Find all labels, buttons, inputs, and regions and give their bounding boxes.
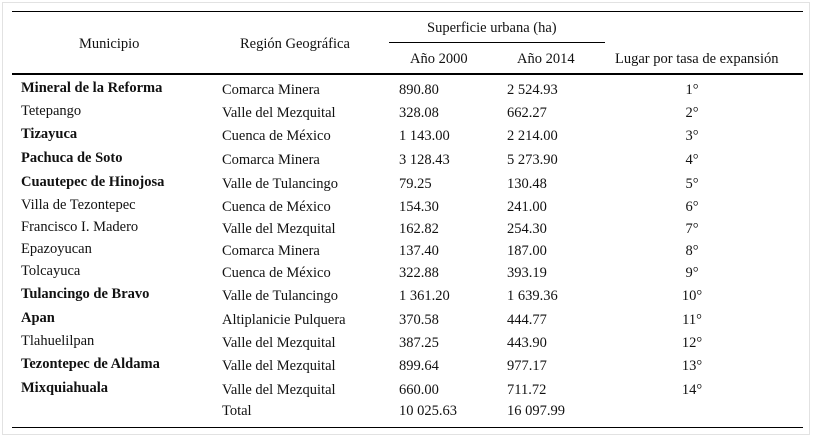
cell-lugar: 1°	[685, 82, 699, 98]
cell-lugar: 6°	[685, 199, 699, 215]
cell-region: Valle del Mezquital	[222, 382, 336, 398]
cell-region: Cuenca de México	[222, 128, 331, 144]
cell-lugar: 3°	[685, 128, 699, 144]
cell-lugar: 4°	[685, 152, 699, 168]
total-label: Total	[222, 403, 252, 419]
header-anio-2014: Año 2014	[517, 51, 575, 67]
cell-ha-2000: 162.82	[399, 221, 439, 237]
cell-municipio: Tezontepec de Aldama	[21, 356, 160, 372]
cell-region: Cuenca de México	[222, 265, 331, 281]
bottom-rule	[12, 427, 803, 428]
cell-region: Valle de Tulancingo	[222, 176, 338, 192]
cell-ha-2000: 3 128.43	[399, 152, 450, 168]
superficie-underline	[389, 42, 605, 43]
cell-region: Comarca Minera	[222, 152, 320, 168]
cell-lugar: 13°	[681, 358, 703, 374]
cell-ha-2000: 1 361.20	[399, 288, 450, 304]
cell-ha-2014: 711.72	[507, 382, 547, 398]
cell-ha-2014: 241.00	[507, 199, 547, 215]
cell-ha-2000: 890.80	[399, 82, 439, 98]
cell-municipio: Mineral de la Reforma	[21, 80, 163, 96]
cell-region: Comarca Minera	[222, 82, 320, 98]
cell-lugar: 8°	[685, 243, 699, 259]
cell-ha-2000: 370.58	[399, 312, 439, 328]
cell-region: Cuenca de México	[222, 199, 331, 215]
cell-ha-2000: 1 143.00	[399, 128, 450, 144]
cell-municipio: Tlahuelilpan	[21, 333, 95, 349]
cell-lugar: 11°	[682, 312, 702, 328]
cell-ha-2000: 322.88	[399, 265, 439, 281]
cell-lugar: 9°	[685, 265, 699, 281]
cell-region: Valle del Mezquital	[222, 358, 336, 374]
cell-municipio: Apan	[21, 310, 55, 326]
cell-municipio: Tolcayuca	[21, 263, 81, 279]
total-ha-2014: 16 097.99	[507, 403, 565, 419]
cell-ha-2000: 154.30	[399, 199, 439, 215]
cell-ha-2000: 387.25	[399, 335, 439, 351]
cell-municipio: Tizayuca	[21, 126, 78, 142]
cell-region: Altiplanicie Pulquera	[222, 312, 346, 328]
cell-ha-2014: 130.48	[507, 176, 547, 192]
cell-ha-2014: 977.17	[507, 358, 547, 374]
cell-ha-2000: 137.40	[399, 243, 439, 259]
cell-lugar: 12°	[681, 335, 703, 351]
cell-region: Valle del Mezquital	[222, 221, 336, 237]
cell-ha-2014: 1 639.36	[507, 288, 558, 304]
cell-municipio: Pachuca de Soto	[21, 150, 123, 166]
header-superficie: Superficie urbana (ha)	[427, 20, 557, 36]
cell-lugar: 5°	[685, 176, 699, 192]
cell-ha-2014: 5 273.90	[507, 152, 558, 168]
header-lugar: Lugar por tasa de expansión	[615, 51, 779, 67]
cell-ha-2014: 443.90	[507, 335, 547, 351]
top-rule	[12, 11, 803, 12]
header-region: Región Geográfica	[240, 36, 350, 52]
cell-ha-2014: 187.00	[507, 243, 547, 259]
cell-lugar: 10°	[681, 288, 703, 304]
cell-ha-2014: 393.19	[507, 265, 547, 281]
cell-municipio: Tulancingo de Bravo	[21, 286, 150, 302]
header-anio-2000: Año 2000	[410, 51, 468, 67]
cell-municipio: Francisco I. Madero	[21, 219, 139, 235]
cell-ha-2014: 444.77	[507, 312, 547, 328]
cell-municipio: Mixquiahuala	[21, 380, 109, 396]
cell-region: Valle de Tulancingo	[222, 288, 338, 304]
cell-ha-2000: 79.25	[399, 176, 432, 192]
cell-lugar: 2°	[685, 105, 699, 121]
cell-region: Valle del Mezquital	[222, 335, 336, 351]
header-municipio: Municipio	[79, 36, 140, 52]
cell-lugar: 14°	[681, 382, 703, 398]
cell-ha-2014: 662.27	[507, 105, 547, 121]
cell-municipio: Tetepango	[21, 103, 82, 119]
cell-municipio: Cuautepec de Hinojosa	[21, 174, 165, 190]
total-ha-2000: 10 025.63	[399, 403, 457, 419]
cell-municipio: Villa de Tezontepec	[21, 197, 136, 213]
cell-ha-2000: 660.00	[399, 382, 439, 398]
cell-ha-2000: 328.08	[399, 105, 439, 121]
cell-ha-2014: 2 214.00	[507, 128, 558, 144]
cell-ha-2014: 254.30	[507, 221, 547, 237]
cell-lugar: 7°	[685, 221, 699, 237]
header-bottom-rule	[12, 73, 803, 75]
cell-region: Valle del Mezquital	[222, 105, 336, 121]
cell-region: Comarca Minera	[222, 243, 320, 259]
cell-municipio: Epazoyucan	[21, 241, 92, 257]
cell-ha-2000: 899.64	[399, 358, 439, 374]
cell-ha-2014: 2 524.93	[507, 82, 558, 98]
